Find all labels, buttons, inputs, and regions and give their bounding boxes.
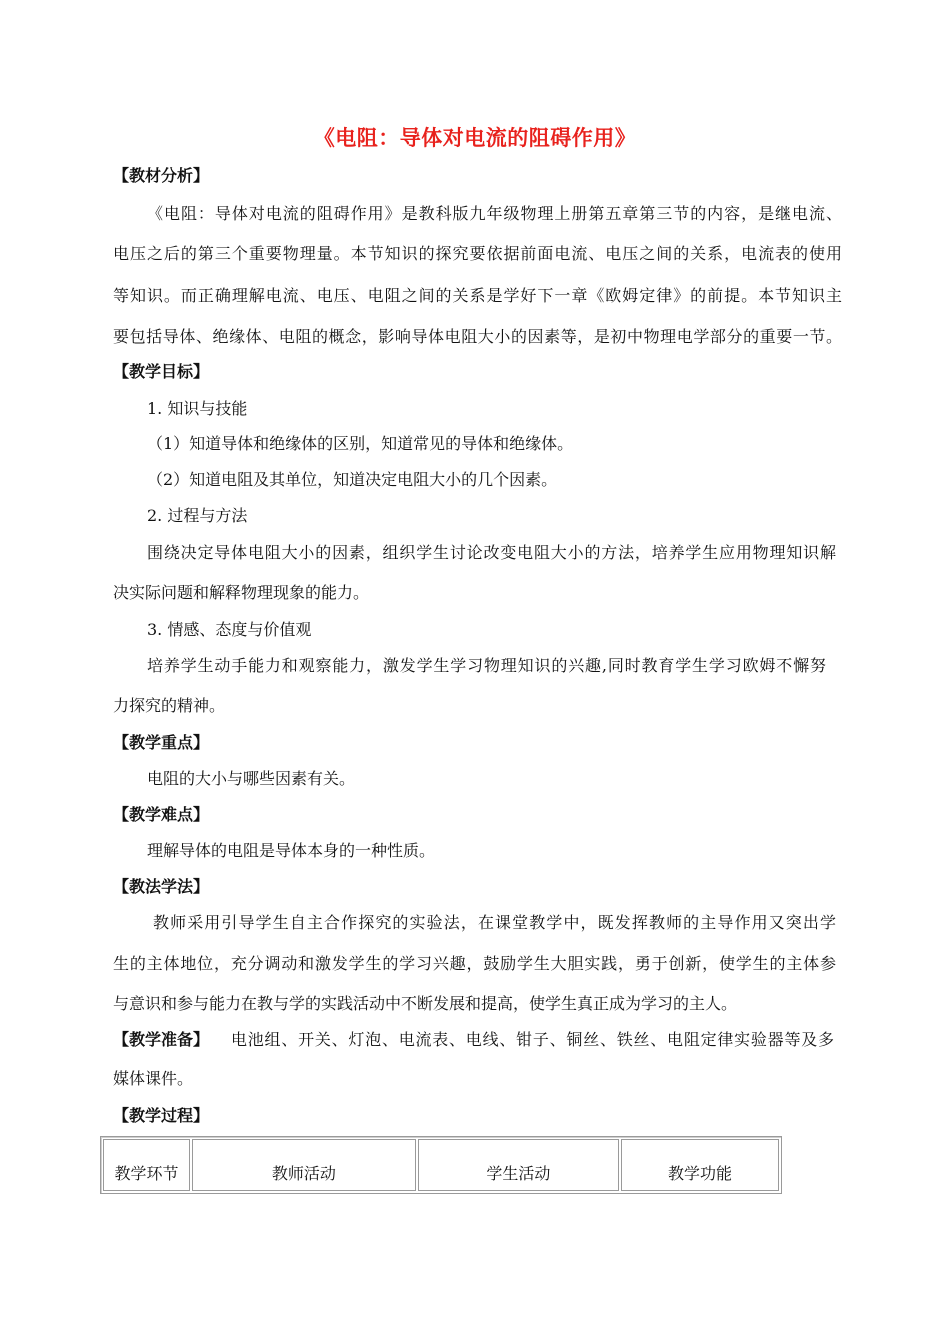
goal-item-3-line-2: 力探究的精神。 bbox=[113, 696, 226, 715]
section-heading-process: 【教学过程】 bbox=[113, 1106, 210, 1125]
document-title: 《电阻：导体对电流的阻碍作用》 bbox=[313, 126, 637, 150]
analysis-line-1: 《电阻：导体对电流的阻碍作用》是教科版九年级物理上册第五章第三节的内容，是继电流、 bbox=[147, 204, 842, 223]
method-line-3: 与意识和参与能力在教与学的实践活动中不断发展和提高，使学生真正成为学习的主人。 bbox=[113, 994, 738, 1013]
table-header-cell: 学生活动 bbox=[418, 1139, 619, 1191]
goal-item-2-line-2: 决实际问题和解释物理现象的能力。 bbox=[113, 583, 370, 602]
table-header-cell: 教师活动 bbox=[192, 1139, 416, 1191]
section-heading-goals: 【教学目标】 bbox=[113, 362, 210, 381]
method-line-2: 生的主体地位，充分调动和激发学生的学习兴趣，鼓励学生大胆实践，勇于创新，使学生的主体参 bbox=[113, 954, 836, 973]
section-heading-key-point: 【教学重点】 bbox=[113, 733, 210, 752]
goal-item-2-line-1: 围绕决定导体电阻大小的因素，组织学生讨论改变电阻大小的方法，培养学生应用物理知识解 bbox=[147, 543, 836, 562]
preparation-line-2: 媒体课件。 bbox=[113, 1069, 194, 1088]
goal-item-3-line-1: 培养学生动手能力和观察能力，激发学生学习物理知识的兴趣,同时教育学生学习欧姆不懈努 bbox=[147, 656, 826, 675]
goal-item-1-sub-2: （2）知道电阻及其单位，知道决定电阻大小的几个因素。 bbox=[147, 470, 558, 489]
method-line-1: 教师采用引导学生自主合作探究的实验法，在课堂教学中，既发挥教师的主导作用又突出学 bbox=[153, 913, 836, 932]
goal-item-2: 2. 过程与方法 bbox=[147, 506, 248, 525]
difficulty-text: 理解导体的电阻是导体本身的一种性质。 bbox=[147, 841, 436, 860]
goal-item-1-sub-1: （1）知道导体和绝缘体的区别，知道常见的导体和绝缘体。 bbox=[147, 434, 574, 453]
process-table bbox=[100, 1136, 782, 1194]
section-heading-analysis: 【教材分析】 bbox=[113, 166, 210, 185]
analysis-line-4: 要包括导体、绝缘体、电阻的概念，影响导体电阻大小的因素等，是初中物理电学部分的重要一节。 bbox=[113, 327, 842, 346]
table-header-cell: 教学功能 bbox=[621, 1139, 779, 1191]
section-heading-method: 【教法学法】 bbox=[113, 877, 210, 896]
goal-item-1: 1. 知识与技能 bbox=[147, 399, 248, 418]
analysis-line-3: 等知识。而正确理解电流、电压、电阻之间的关系是学好下一章《欧姆定律》的前提。本节知识主 bbox=[113, 286, 842, 305]
table-header-cell: 教学环节 bbox=[103, 1139, 190, 1191]
section-heading-preparation: 【教学准备】 bbox=[113, 1030, 210, 1049]
section-heading-difficulty: 【教学难点】 bbox=[113, 805, 210, 824]
table-header-row bbox=[103, 1139, 779, 1191]
key-point-text: 电阻的大小与哪些因素有关。 bbox=[147, 769, 356, 788]
analysis-line-2: 电压之后的第三个重要物理量。本节知识的探究要依据前面电流、电压之间的关系，电流表的使用 bbox=[113, 244, 842, 263]
goal-item-3: 3. 情感、态度与价值观 bbox=[147, 620, 312, 639]
preparation-line-1: 电池组、开关、灯泡、电流表、电线、钳子、铜丝、铁丝、电阻定律实验器等及多 bbox=[231, 1030, 834, 1049]
